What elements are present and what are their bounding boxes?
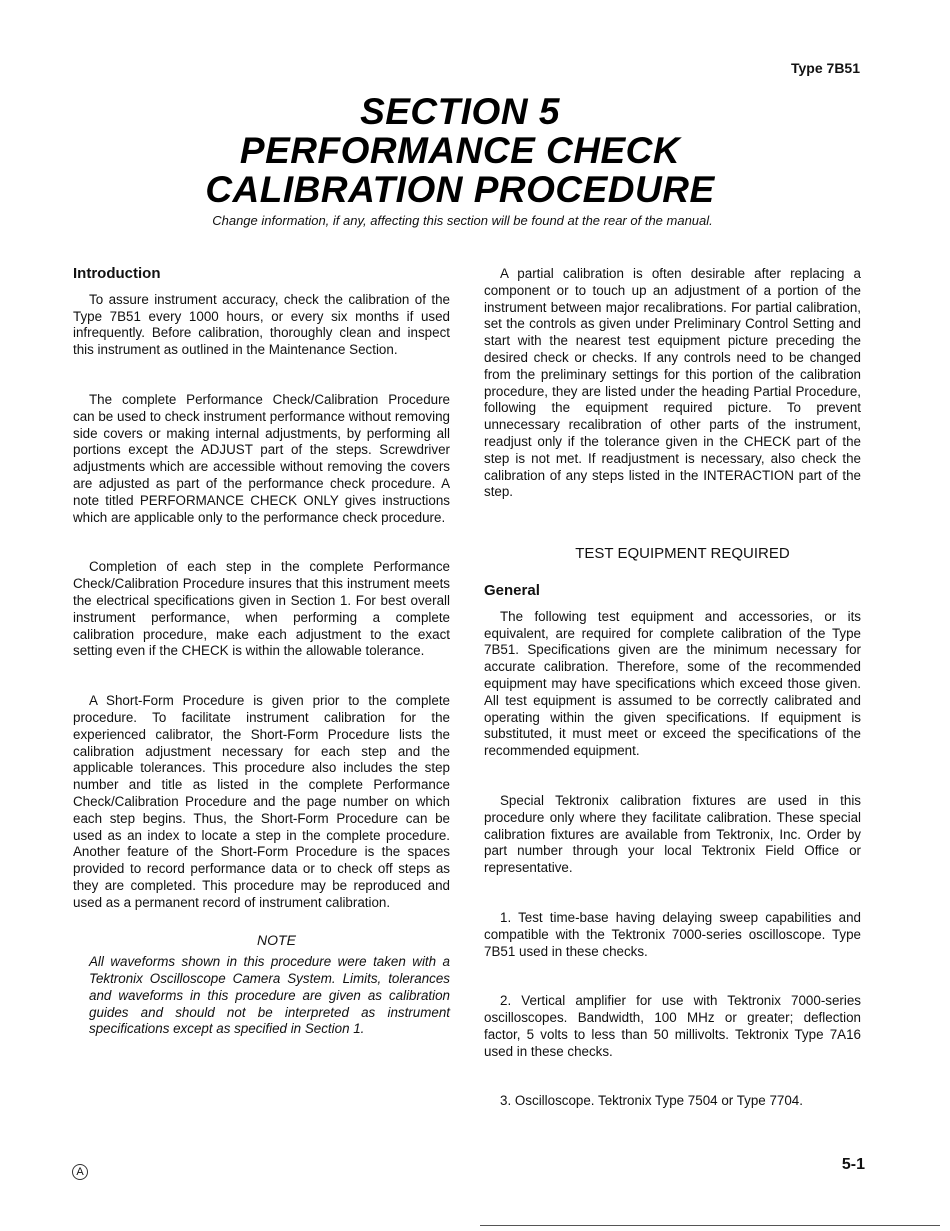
title-line-2: PERFORMANCE CHECK — [239, 130, 681, 171]
right-column — [484, 266, 861, 1110]
note-body: All waveforms shown in this procedure were taken with a Tektronix Oscilloscope Camera System. Limits, tolerances and waveforms in this procedure are given as calibration guides and should not be interpreted as instrument specifications except as specified in Section 1. — [89, 954, 450, 1037]
paragraph: A Short-Form Procedure is given prior to the complete procedure. To facilitate instrument calibration for the experienced calibrator, the Short-Form Procedure lists the calibration adjustment necessary for each step and the applicable tolerances. This procedure also includes the step number and title as listed in the complete Performance Check/Calibration Procedure and the page number on which each step begins. Thus, the Short-Form Procedure can be used as an index to locate a step in the complete procedure. Another feature of the Short-Form Procedure is the spaces provided to record performance data or to check off steps as they are completed. This procedure may be reproduced and used as a permanent record of instrument calibration. — [73, 693, 450, 910]
general-heading: General — [484, 581, 540, 599]
page-number: 5-1 — [841, 1156, 865, 1173]
footer-logo-mark: A — [72, 1164, 88, 1180]
model-label: Type 7B51 — [791, 60, 860, 76]
change-note: Change information, if any, affecting this section will be found at the rear of the manual. — [212, 213, 713, 228]
test-equipment-heading: TEST EQUIPMENT REQUIRED — [575, 545, 790, 563]
title-line-1: SECTION 5 — [360, 91, 560, 132]
title-line-3: CALIBRATION PROCEDURE — [205, 169, 715, 210]
bottom-rule — [480, 1225, 940, 1226]
list-item: 2. Vertical amplifier for use with Tektronix 7000-series oscilloscopes. Bandwidth, 100 MHz or greater; deflection factor, 5 volts to less than 50 millivolts. Tektronix Type 7A16 used in these checks. — [484, 993, 861, 1059]
introduction-heading: Introduction — [73, 265, 161, 282]
section-title — [0, 92, 920, 209]
paragraph: Completion of each step in the complete Performance Check/Calibration Procedure insures that this instrument meets the electrical specifications given in Section 1. For best overall instrument performance, when performing a complete calibration procedure, make each adjustment to the exact setting even if the CHECK is within the allowable tolerance. — [73, 559, 450, 659]
list-item: 3. Oscilloscope. Tektronix Type 7504 or Type 7704. — [500, 1093, 803, 1109]
paragraph: The following test equipment and accessories, or its equivalent, are required for complete calibration of the Type 7B51. Specifications given are the minimum necessary for accurate calibration. Therefore, some of the recommended equipment may have specifications which exceed those given. All test equipment is assumed to be correctly calibrated and operating within the given specifications. If equipment is substituted, it must meet or exceed the specifications of the recommended equipment. — [484, 608, 861, 759]
list-item: 1. Test time-base having delaying sweep capabilities and compatible with the Tektronix 7000-series oscilloscope. Type 7B51 used in these checks. — [484, 909, 861, 959]
left-column — [73, 266, 450, 1038]
paragraph: To assure instrument accuracy, check the calibration of the Type 7B51 every 1000 hours, or every six months if used infrequently. Before calibration, thoroughly clean and inspect this instrument as outlined in the Maintenance Section. — [73, 291, 450, 358]
paragraph: The complete Performance Check/Calibration Procedure can be used to check instrument performance without removing side covers or making internal adjustments, by performing all portions except the ADJUST part of the steps. Screwdriver adjustments which are accessible without removing the covers are adjusted as part of the performance check procedure. A note titled PERFORMANCE CHECK ONLY gives instructions which are applicable only to the performance check procedure. — [73, 391, 450, 525]
note-title: NOTE — [257, 931, 296, 948]
paragraph: A partial calibration is often desirable after replacing a component or to touch up an adjustment of a portion of the instrument between major recalibrations. For partial calibration, set the controls as given under Preliminary Control Setting and start with the nearest test equipment picture preceding the desired check or checks. If any controls need to be changed from the preliminary settings for this portion of the calibration procedure, they are listed under the heading Partial Procedure, following the equipment required picture. To prevent unnecessary recalibration of other parts of the instrument, readjust only if the tolerance given in the CHECK part of the step is not met. If readjustment is necessary, also check the calibration of any steps listed in the INTERACTION part of the step. — [484, 266, 861, 500]
paragraph: Special Tektronix calibration fixtures are used in this procedure only where they facilitate calibration. These special calibration fixtures are available from Tektronix, Inc. Order by part number through your local Tektronix Field Office or representative. — [484, 792, 861, 876]
